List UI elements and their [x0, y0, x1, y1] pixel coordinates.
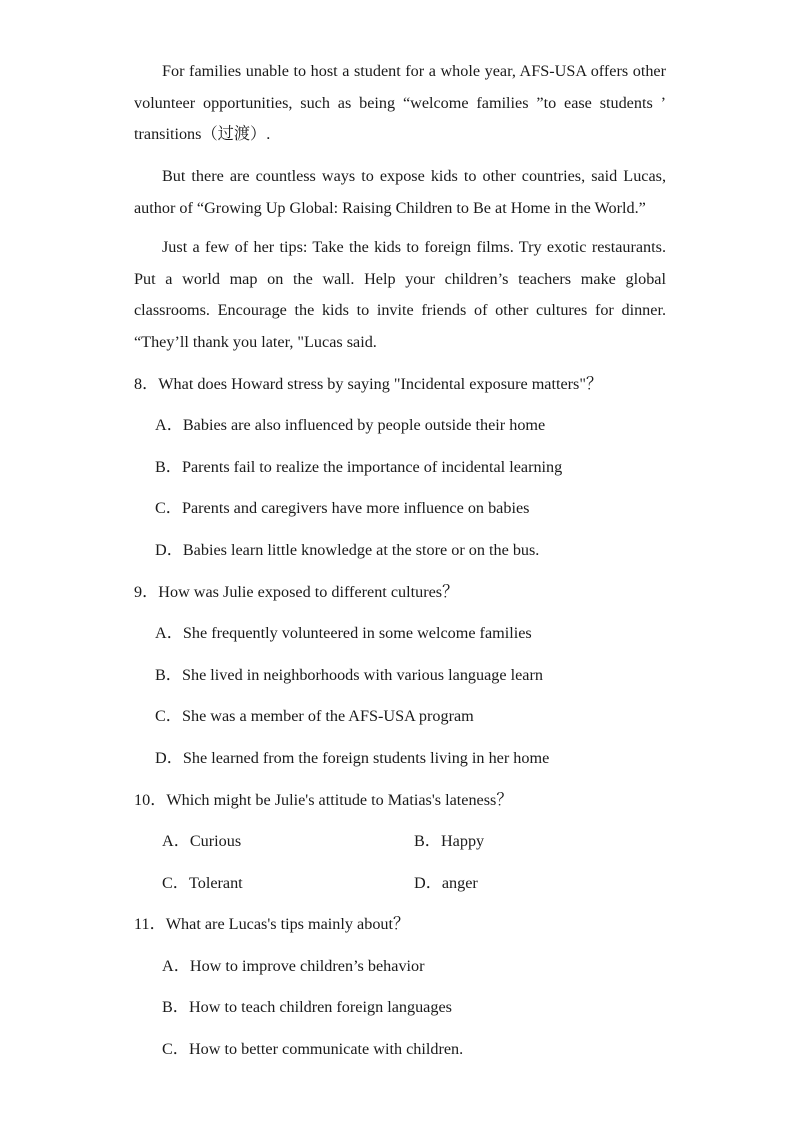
answer-option: B．Happy [414, 832, 485, 850]
passage-paragraph: Just a few of her tips: Take the kids to foreign films. Try exotic restaurants. Put a world map on the wall. Help your children’s teachers make global classrooms. Encourage the kids to invite friends of other cultures for dinner. “They’ll thank you later, "Lucas said. [134, 238, 666, 351]
answer-option: C．She was a member of the AFS-USA program [155, 707, 474, 725]
answer-option: B．How to teach children foreign languages [162, 998, 452, 1016]
passage-paragraph: But there are countless ways to expose kids to other countries, said Lucas, author of “Growing Up Global: Raising Children to Be at Home in the World.” [134, 167, 666, 217]
answer-option: C．Parents and caregivers have more influence on babies [155, 499, 530, 517]
question-stem: 8．What does Howard stress by saying "Incidental exposure matters"？ [134, 375, 603, 393]
answer-option: A．How to improve children’s behavior [162, 957, 425, 975]
answer-option: B．She lived in neighborhoods with various language learn [155, 666, 543, 684]
answer-option: D．anger [414, 874, 478, 892]
passage-paragraph: For families unable to host a student for a whole year, AFS-USA offers other volunteer opportunities, such as being “welcome families ”to ease students ’ transitions（过渡）. [134, 62, 666, 143]
answer-option: B．Parents fail to realize the importance of incidental learning [155, 458, 563, 476]
answer-option: C．Tolerant [162, 874, 243, 892]
answer-option: C．How to better communicate with children. [162, 1040, 464, 1058]
answer-option: A．Babies are also influenced by people outside their home [155, 416, 546, 434]
answer-option: A．Curious [162, 832, 242, 850]
question-stem: 11．What are Lucas's tips mainly about？ [134, 915, 410, 933]
answer-option: A．She frequently volunteered in some welcome families [155, 624, 532, 642]
question-stem: 10．Which might be Julie's attitude to Matias's lateness？ [134, 791, 513, 809]
answer-option: D．Babies learn little knowledge at the store or on the bus. [155, 541, 540, 559]
question-stem: 9．How was Julie exposed to different cultures？ [134, 583, 459, 601]
answer-option: D．She learned from the foreign students living in her home [155, 749, 550, 767]
